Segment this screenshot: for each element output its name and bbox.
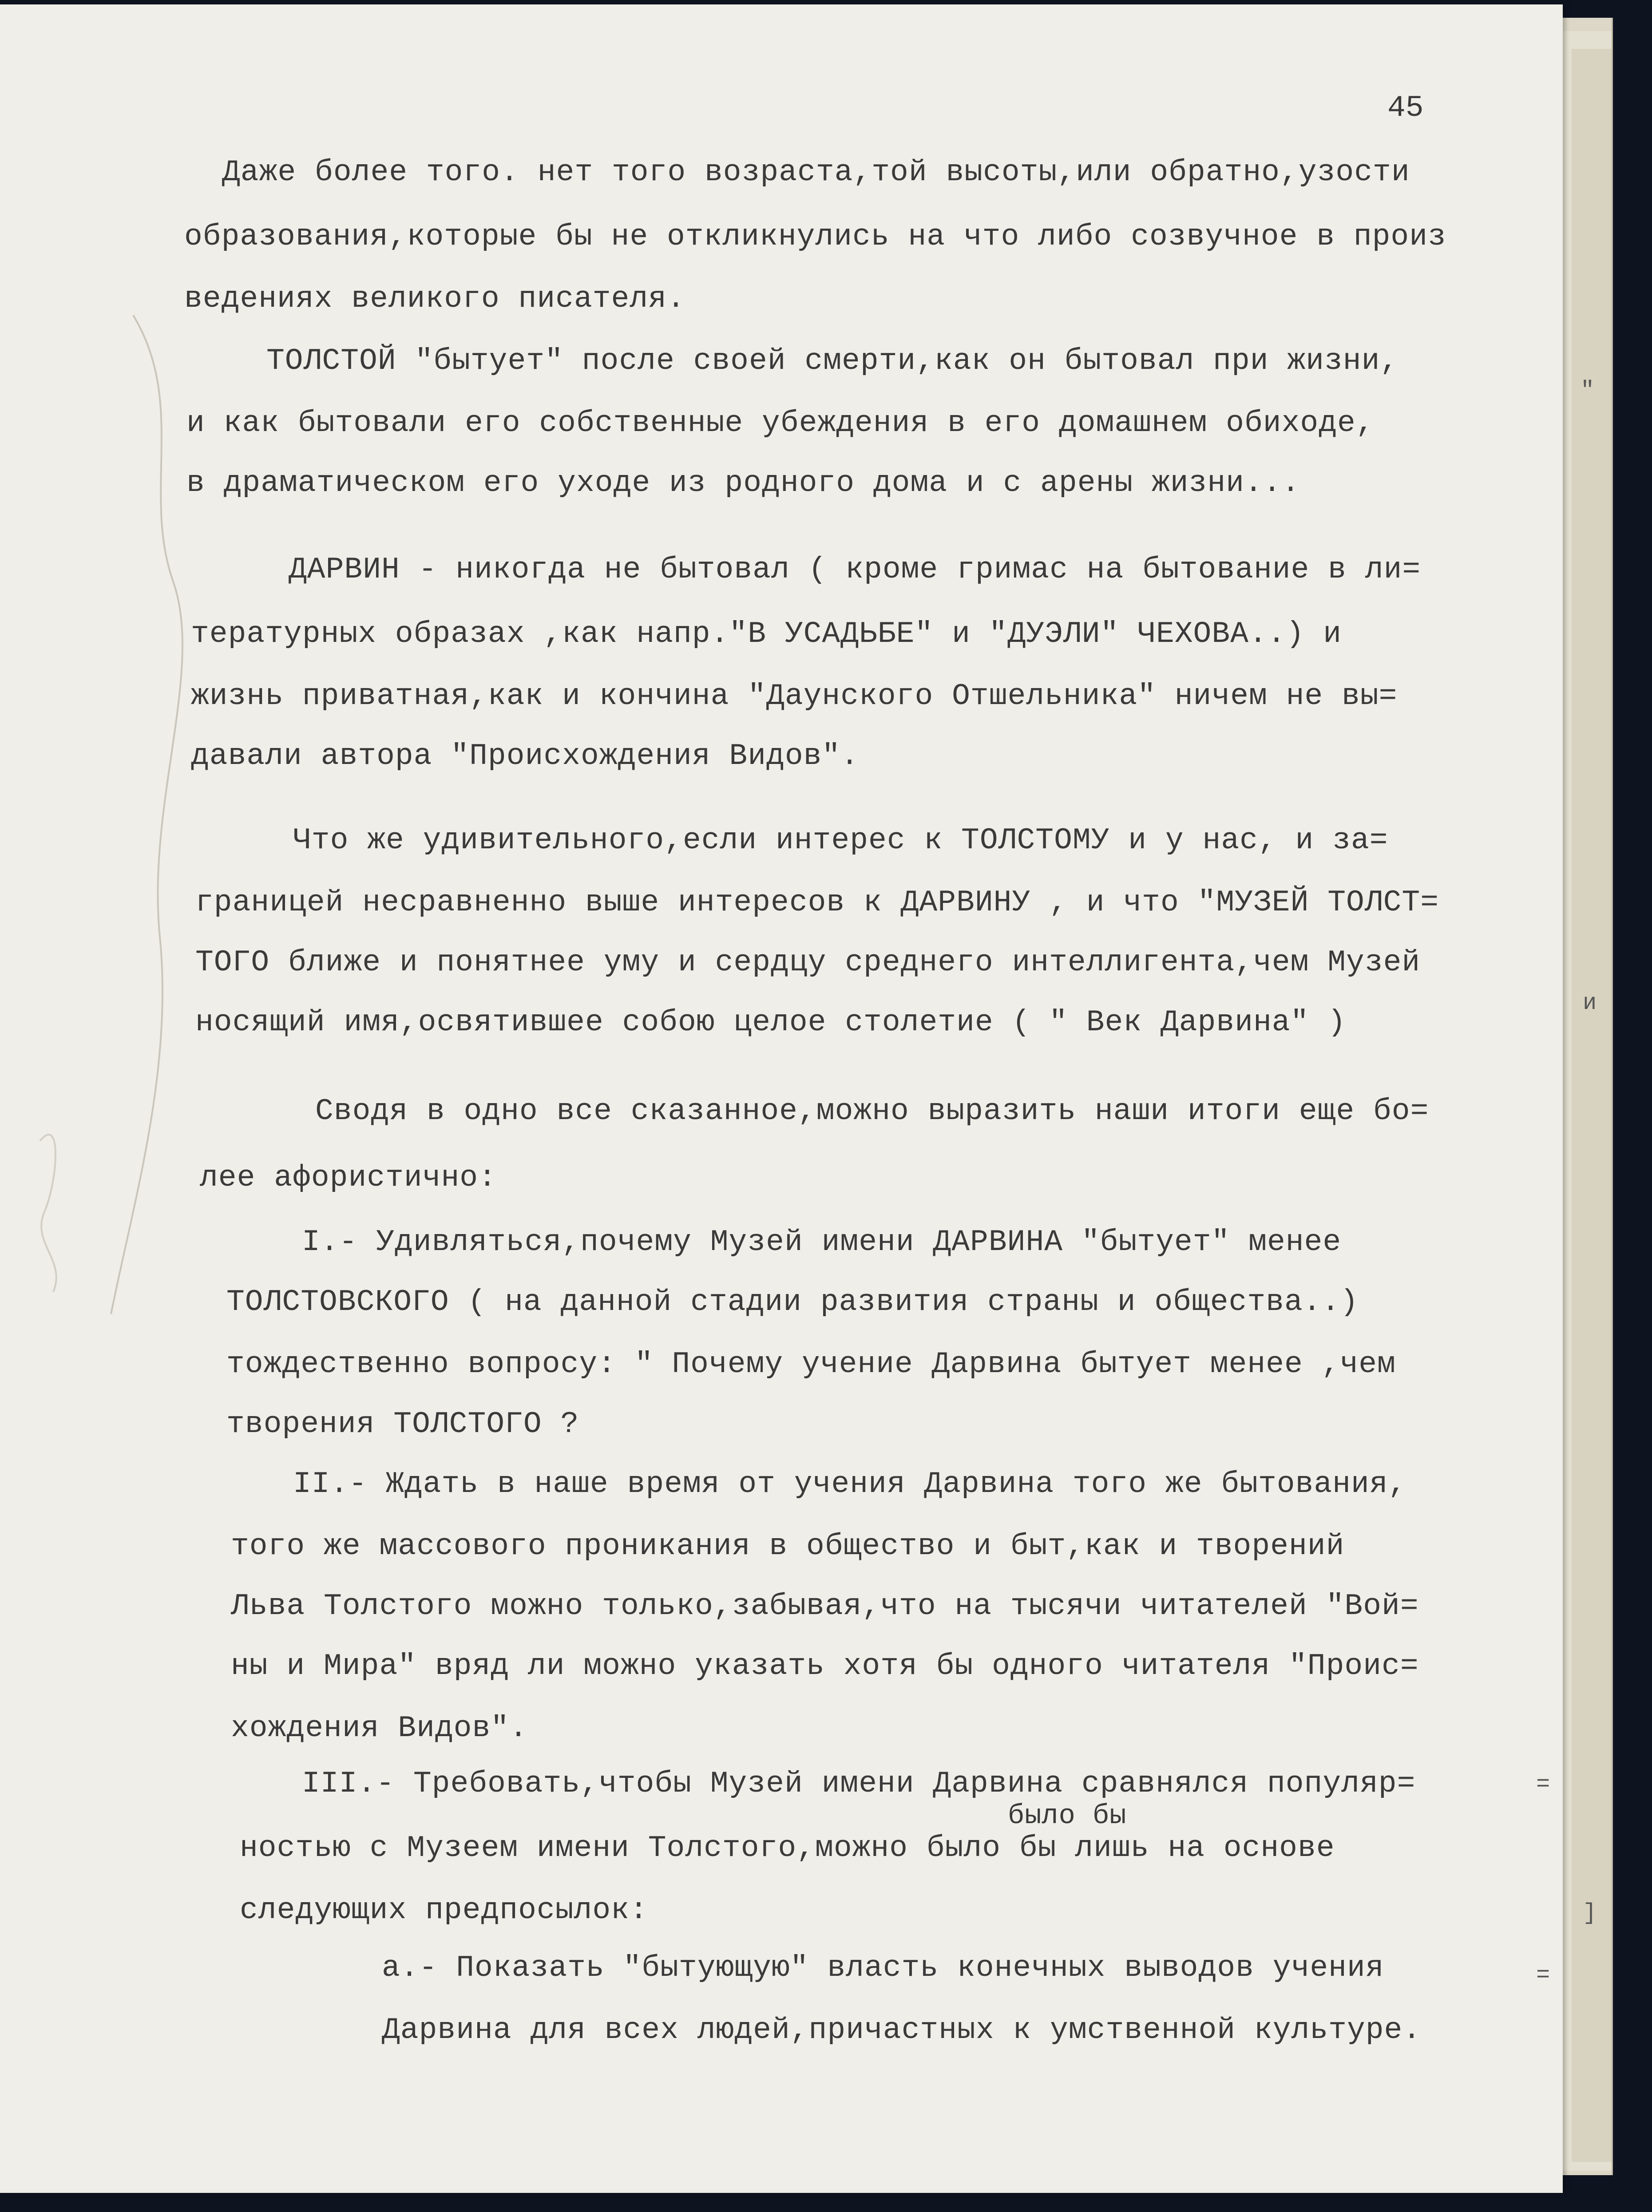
interlinear-insertion: было бы [1008,1800,1127,1832]
text-line: ТОЛСТОЙ "бытует" после своей смерти,как он бытовал при жизни, [266,344,1399,378]
text-line: давали автора "Происхождения Видов". [191,739,860,773]
margin-mark: и [1583,990,1597,1016]
text-line: творения ТОЛСТОГО ? [226,1407,579,1441]
margin-mark: ] [1583,1900,1597,1926]
text-line: тературных образах ,как напр."В УСАДЬБЕ" и "ДУЭЛИ" ЧЕХОВА..) и [191,617,1342,651]
text-line: следующих предпосылок: [240,1893,648,1927]
page-number: 45 [1387,91,1424,125]
text-line: ТОГО ближе и понятнее уму и сердцу среднего интеллигента,чем Музей [195,946,1421,980]
text-line: ведениях великого писателя. [184,282,685,316]
text-line: жизнь приватная,как и кончина "Даунского Отшельника" ничем не вы= [191,679,1398,713]
text-line: лее афористично: [200,1161,497,1195]
text-line: и как бытовали его собственные убеждения в его домашнем обиходе, [186,406,1375,440]
document-page [0,4,1563,2193]
text-line: Льва Толстого можно только,забывая,что на тысячи читателей "Вой= [231,1589,1419,1623]
text-line: Что же удивительного,если интерес к ТОЛСТОМУ и у нас, и за= [293,823,1388,858]
page-stack-edge [1572,49,1613,2162]
text-line: а.- Показать "бытующую" власть конечных выводов учения [382,1951,1384,1985]
text-line: ны и Мира" вряд ли можно указать хотя бы одного читателя "Проис= [231,1649,1419,1683]
text-line: Даже более того. нет того возраста,той высоты,или обратно,узости [222,155,1410,190]
text-line: хождения Видов". [231,1711,528,1745]
margin-mark: = [1536,1771,1550,1797]
text-line: Дарвина для всех людей,причастных к умственной культуре. [382,2013,1422,2047]
margin-mark: = [1536,1962,1550,1988]
text-line: образования,которые бы не откликнулись на что либо созвучное в произ [184,220,1446,254]
text-line: Сводя в одно все сказанное,можно выразить наши итоги еще бо= [315,1094,1429,1128]
margin-mark: " [1581,377,1595,404]
text-line: ДАРВИН - никогда не бытовал ( кроме гримас на бытование в ли= [289,553,1421,587]
text-line: тождественно вопросу: " Почему учение Дарвина бытует менее ,чем [226,1347,1396,1381]
text-line: ностью с Музеем имени Толстого,можно было бы лишь на основе [240,1831,1335,1865]
text-line: II.- Ждать в наше время от учения Дарвина того же бытования, [293,1467,1407,1501]
text-line: границей несравненно выше интересов к ДАРВИНУ , и что "МУЗЕЙ ТОЛСТ= [195,886,1439,920]
text-line: I.- Удивляться,почему Музей имени ДАРВИНА "бытует" менее [302,1225,1342,1259]
text-line: ТОЛСТОВСКОГО ( на данной стадии развития страны и общества..) [226,1285,1359,1319]
text-line: того же массового проникания в общество и быт,как и творений [231,1529,1345,1563]
text-line: III.- Требовать,чтобы Музей имени Дарвина сравнялся популяр= [302,1767,1416,1801]
text-line: носящий имя,освятившее собою целое столетие ( " Век Дарвина" ) [195,1005,1347,1040]
text-line: в драматическом его уходе из родного дома и с арены жизни... [186,466,1300,500]
